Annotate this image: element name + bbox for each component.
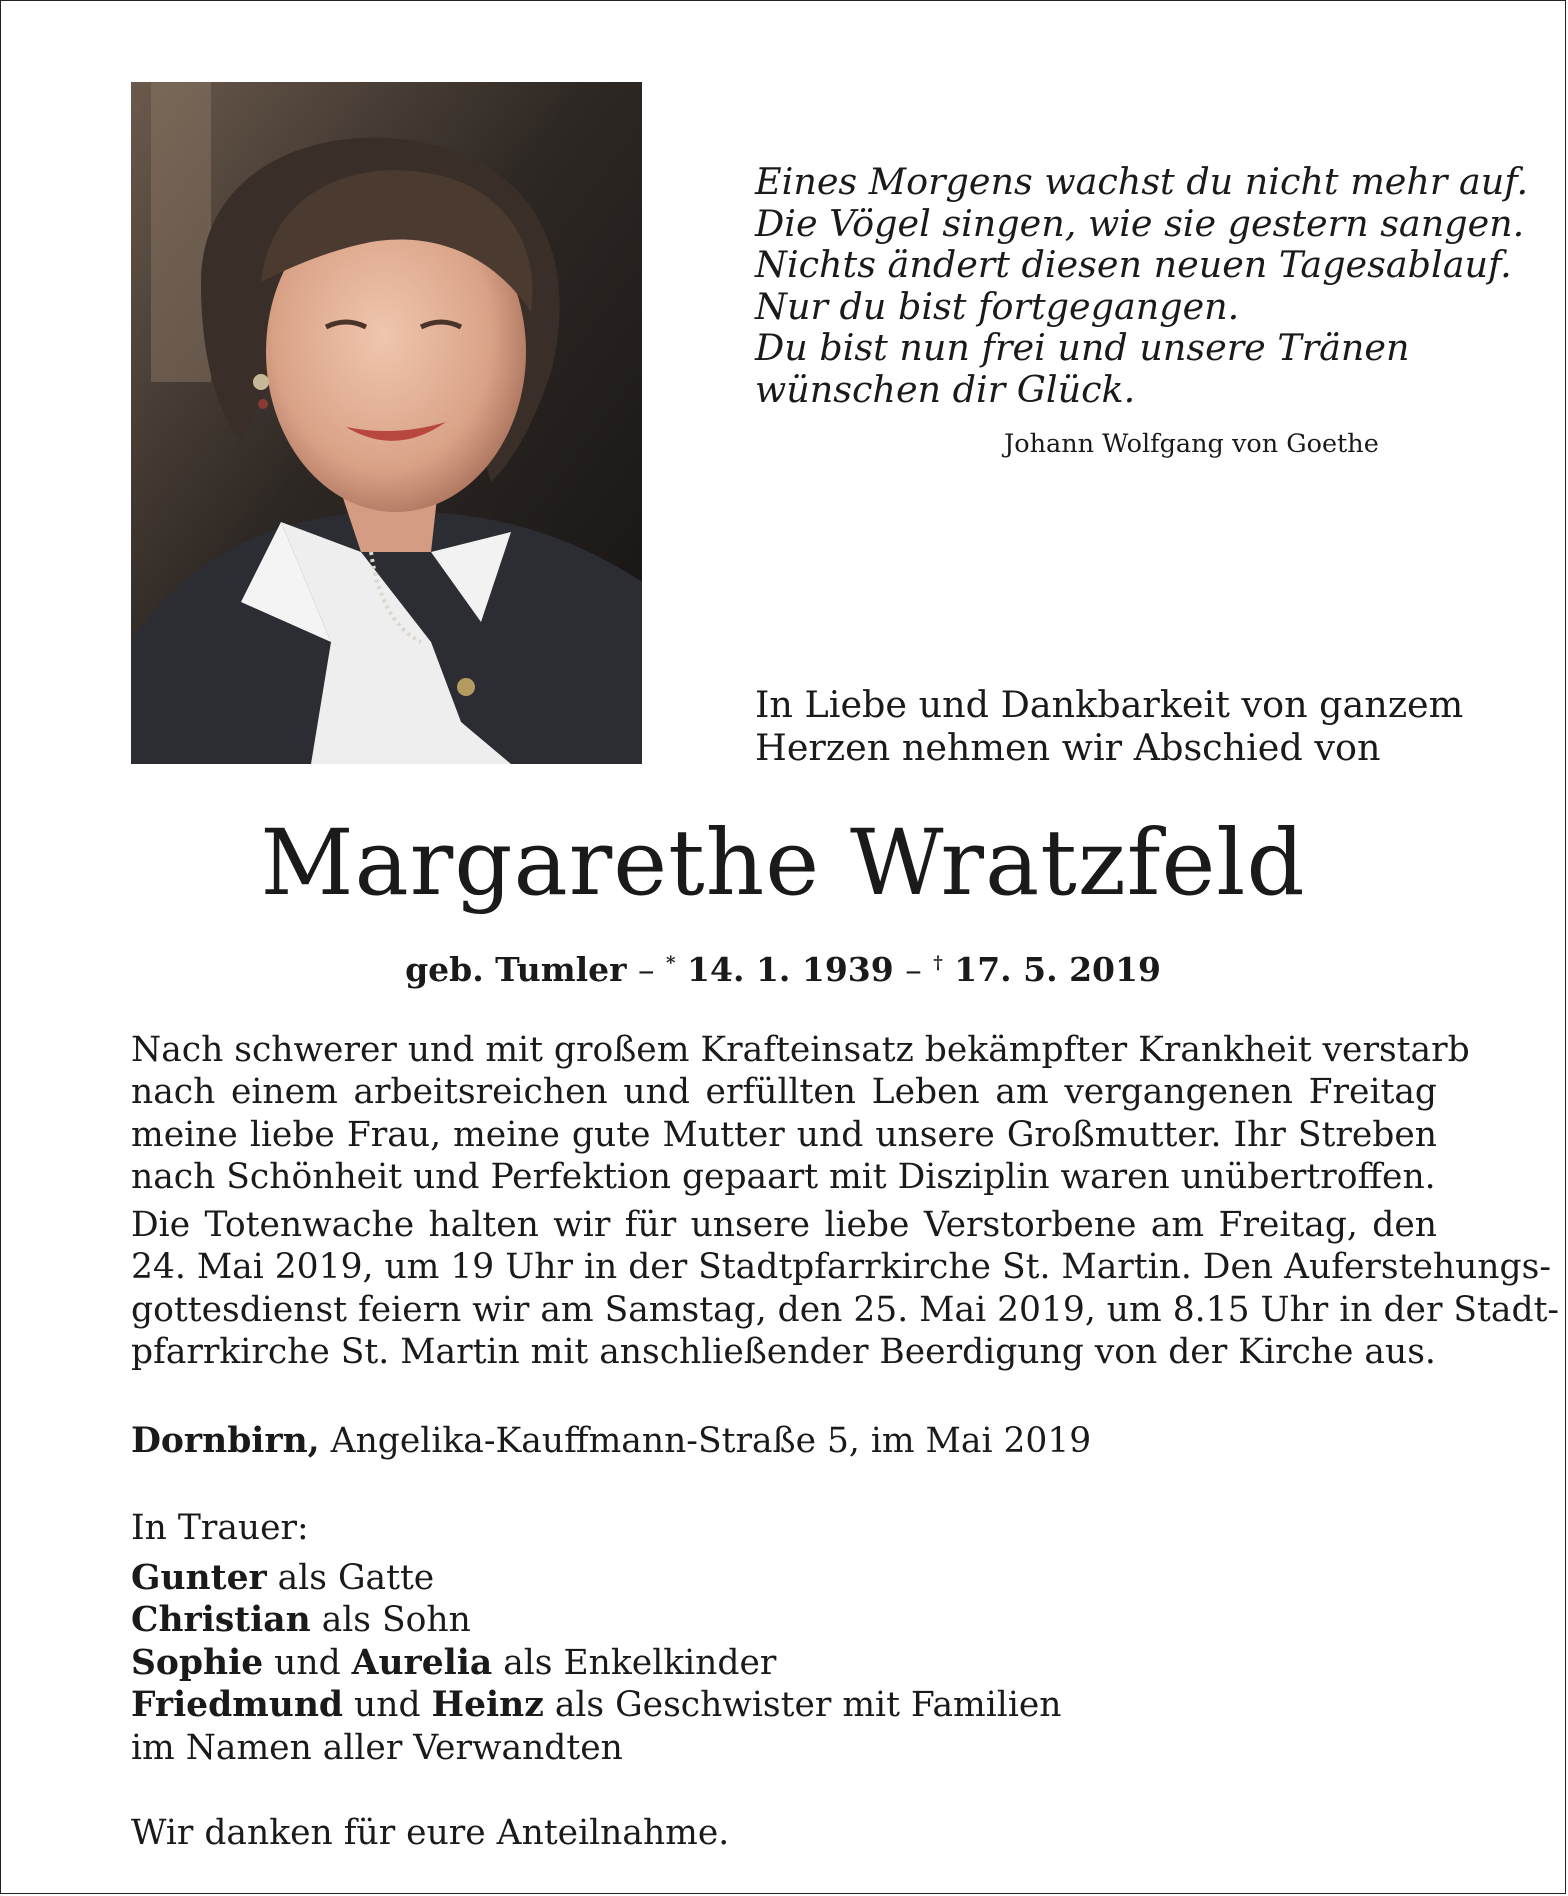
mourner-name: Aurelia	[351, 1642, 493, 1683]
mourner-line	[131, 1557, 1062, 1599]
intro-line: In Liebe und Dankbarkeit von ganzem	[755, 683, 1464, 726]
body-line: 24. Mai 2019, um 19 Uhr in der Stadtpfarrkirche St. Martin. Den Auferstehungs-	[131, 1247, 1551, 1288]
place-date	[131, 1421, 1091, 1461]
thanks-line: Wir danken für eure Anteilnahme.	[131, 1813, 730, 1853]
mourner-line	[131, 1642, 1062, 1684]
portrait-photo	[131, 82, 642, 764]
mourner-line	[131, 1599, 1062, 1641]
poem-line: wünschen dir Glück.	[755, 367, 1136, 411]
intro-line: Herzen nehmen wir Abschied von	[755, 726, 1381, 769]
deceased-name: Margarethe Wratzfeld	[260, 811, 1306, 916]
mourner-line	[131, 1684, 1062, 1726]
body-line: Nach schwerer und mit großem Krafteinsatz bekämpfter Krankheit verstarb	[131, 1030, 1470, 1070]
mourner-name: Sophie	[131, 1642, 264, 1683]
birth-date: 14. 1. 1939	[687, 950, 894, 989]
intro-text	[755, 683, 1464, 769]
paragraph-funeral	[131, 1204, 1560, 1373]
body-line: nach Schönheit und Perfektion gepaart mit Disziplin waren unübertroffen.	[131, 1156, 1436, 1197]
body-line: Die Totenwache halten wir für unsere liebe Verstorbene am Freitag, den	[131, 1205, 1437, 1246]
dash: –	[638, 950, 655, 989]
mourner-name: Friedmund	[131, 1685, 344, 1726]
body-line: pfarrkirche St. Martin mit anschließender Beerdigung von der Kirche aus.	[131, 1332, 1436, 1373]
mourner-relation: als Enkelkinder	[503, 1642, 777, 1683]
body-line: gottesdienst feiern wir am Samstag, den 25. Mai 2019, um 8.15 Uhr in der Stadt-	[131, 1289, 1560, 1330]
mourner-name: Gunter	[131, 1558, 267, 1598]
birth-name: geb. Tumler	[405, 950, 627, 989]
death-symbol: †	[933, 952, 943, 974]
place-city: Dornbirn,	[131, 1421, 320, 1461]
conjunction: und	[354, 1685, 421, 1726]
body-line: meine liebe Frau, meine gute Mutter und unsere Großmutter. Ihr Streben	[131, 1114, 1437, 1155]
poem-author: Johann Wolfgang von Goethe	[1004, 429, 1379, 459]
mourners-list	[131, 1557, 1062, 1769]
poem-line: Du bist nun frei und unsere Tränen	[755, 326, 1410, 369]
place-address: Angelika-Kauffmann-Straße 5, im Mai 2019	[330, 1421, 1092, 1461]
poem-line: Eines Morgens wachst du nicht mehr auf.	[755, 160, 1529, 203]
paragraph-death	[131, 1029, 1470, 1198]
mourner-name: Heinz	[431, 1685, 544, 1726]
conjunction: und	[274, 1642, 341, 1683]
deceased-dates	[1, 950, 1565, 989]
poem-line: Die Vögel singen, wie sie gestern sangen.	[755, 201, 1525, 245]
mourner-relation: als Sohn	[321, 1600, 471, 1641]
poem-line: Nichts ändert diesen neuen Tagesablauf.	[755, 243, 1512, 286]
poem	[755, 160, 1529, 411]
poem-line: Nur du bist fortgegangen.	[755, 284, 1240, 328]
obituary-body	[131, 1029, 1560, 1373]
mourners-heading: In Trauer:	[131, 1508, 309, 1548]
mourner-relation: als Geschwister mit Familien	[554, 1685, 1062, 1726]
mourner-line: im Namen aller Verwandten	[131, 1727, 623, 1768]
mourner-name: Christian	[131, 1600, 311, 1641]
portrait-illustration	[131, 82, 642, 764]
body-line: nach einem arbeitsreichen und erfüllten Leben am vergangenen Freitag	[131, 1072, 1437, 1113]
mourner-relation: als Gatte	[277, 1558, 435, 1598]
dash: –	[905, 950, 922, 989]
birth-symbol: *	[666, 952, 676, 974]
death-date: 17. 5. 2019	[954, 950, 1161, 989]
